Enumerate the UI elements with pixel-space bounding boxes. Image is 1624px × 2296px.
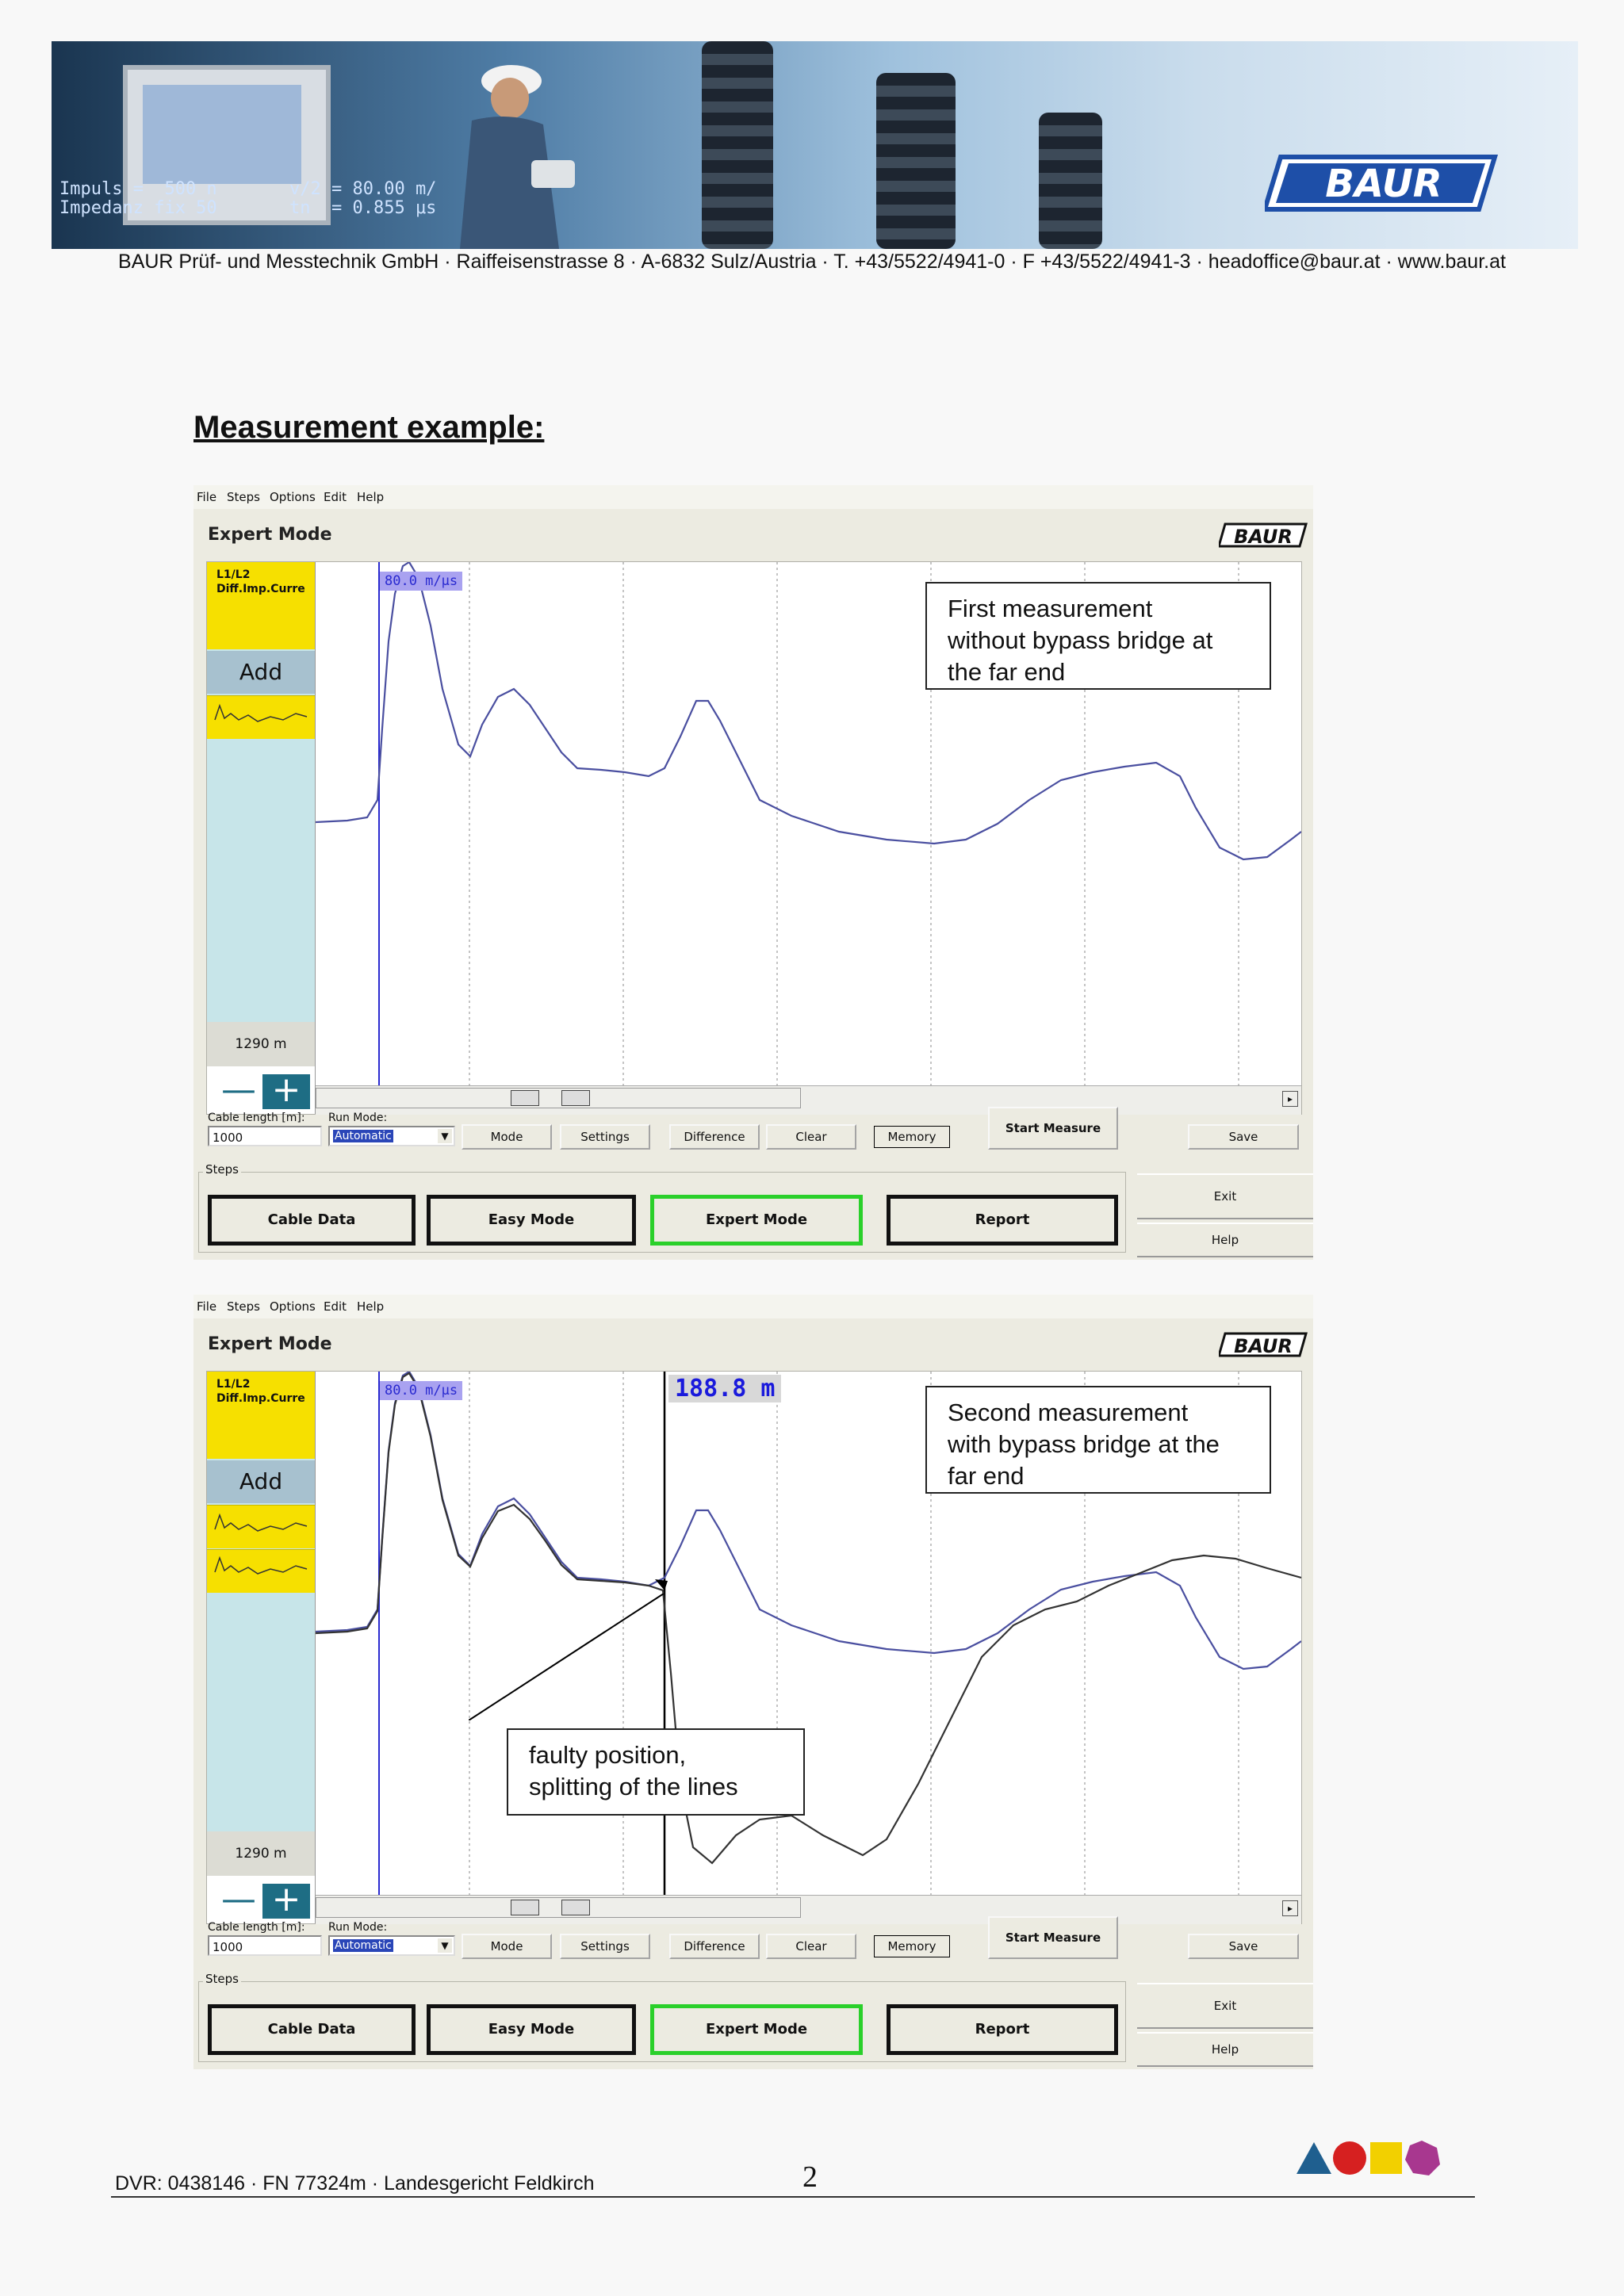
zoom-out-button[interactable]: — — [215, 1884, 262, 1919]
step-easy-mode[interactable]: Easy Mode — [427, 1195, 636, 1246]
monitor-screen-image — [143, 85, 301, 184]
run-mode-label: Run Mode: — [328, 1112, 388, 1124]
company-address: BAUR Prüf- und Messtechnik GmbH · Raiffeisenstrasse 8 · A-6832 Sulz/Austria · T. +43/5522/4941-0 · F +43/5522/4941-3 · headoffice@baur.at · www.baur.at — [118, 251, 1506, 273]
scroll-right-arrow-icon[interactable]: ▸ — [1282, 1091, 1298, 1107]
cable-length-label: Cable length [m]: — [208, 1112, 305, 1124]
exit-button[interactable]: Exit — [1137, 1173, 1313, 1219]
insulator-image — [876, 73, 956, 249]
banner-readout-2: v/2 = 80.00 m/ tn = 0.855 μs — [289, 179, 437, 218]
speed-label: 80.0 m/µs — [380, 572, 462, 591]
channel-name: L1/L2 — [216, 568, 251, 581]
trace-thumbnail[interactable] — [207, 695, 315, 739]
baur-logo — [1219, 522, 1308, 549]
step-cable-data[interactable]: Cable Data — [208, 1195, 416, 1246]
start-measure-button[interactable]: Start Measure — [988, 1107, 1118, 1150]
channel-name: L1/L2 — [216, 1378, 251, 1391]
zoom-controls — [207, 1876, 315, 1923]
clear-button[interactable]: Clear — [766, 1124, 856, 1150]
menu-edit[interactable]: Edit — [324, 490, 347, 504]
scrollbar-thumb[interactable] — [316, 1897, 801, 1918]
step-easy-mode[interactable]: Easy Mode — [427, 2004, 636, 2055]
memory-button[interactable]: Memory — [874, 1935, 950, 1957]
run-mode-select[interactable] — [328, 1935, 455, 1956]
length-display: 1290 m — [207, 1831, 315, 1876]
baur-logo — [1219, 1331, 1308, 1358]
run-mode-value: Automatic — [335, 1939, 392, 1952]
screenshot-window-2 — [193, 1295, 1313, 2069]
channel-box[interactable] — [207, 562, 315, 649]
help-button[interactable]: Help — [1137, 2032, 1313, 2067]
footer-divider — [111, 2196, 1475, 2198]
save-button[interactable]: Save — [1188, 1124, 1299, 1150]
screenshot-window-1 — [193, 485, 1313, 1260]
step-expert-mode[interactable]: Expert Mode — [650, 1195, 863, 1246]
annotation-box: First measurement without bypass bridge at the far end — [925, 582, 1271, 690]
menu-bar — [193, 1295, 1313, 1318]
memory-button[interactable]: Memory — [874, 1126, 950, 1148]
channel-type: Diff.Imp.Curre — [216, 1392, 305, 1405]
zoom-out-button[interactable]: — — [215, 1074, 262, 1109]
footer-registration: DVR: 0438146 · FN 77324m · Landesgericht Feldkirch — [115, 2172, 595, 2195]
mode-button[interactable]: Mode — [462, 1124, 552, 1150]
distance-label: 188.8 m — [668, 1375, 781, 1402]
brand-shapes-logo — [1293, 2138, 1451, 2178]
mode-title: Expert Mode — [208, 1334, 332, 1354]
horizontal-scrollbar[interactable] — [316, 1085, 1301, 1115]
step-report[interactable]: Report — [887, 2004, 1118, 2055]
difference-button[interactable]: Difference — [669, 1124, 760, 1150]
run-mode-label: Run Mode: — [328, 1921, 388, 1934]
mode-title: Expert Mode — [208, 525, 332, 545]
start-measure-button[interactable]: Start Measure — [988, 1916, 1118, 1959]
section-title: Measurement example: — [193, 410, 545, 445]
add-button[interactable]: Add — [207, 1460, 315, 1503]
chevron-down-icon[interactable]: ▼ — [438, 1938, 452, 1953]
header-banner — [52, 41, 1578, 249]
steps-label: Steps — [203, 1972, 241, 1986]
run-mode-value: Automatic — [335, 1130, 392, 1142]
run-mode-select[interactable] — [328, 1126, 455, 1146]
channel-panel — [207, 562, 316, 1114]
menu-edit[interactable]: Edit — [324, 1299, 347, 1314]
steps-label: Steps — [203, 1162, 241, 1177]
zoom-in-button[interactable]: + — [262, 1074, 310, 1109]
mode-button[interactable]: Mode — [462, 1934, 552, 1959]
fault-annotation-box: faulty position, splitting of the lines — [507, 1728, 805, 1816]
menu-help[interactable]: Help — [357, 490, 385, 504]
menu-bar — [193, 485, 1313, 509]
trace-thumbnail-1[interactable] — [207, 1505, 315, 1548]
baur-logo-text: BAUR — [1234, 1335, 1293, 1357]
menu-file[interactable]: File — [197, 1299, 217, 1314]
settings-button[interactable]: Settings — [560, 1934, 650, 1959]
add-button[interactable]: Add — [207, 651, 315, 694]
step-cable-data[interactable]: Cable Data — [208, 2004, 416, 2055]
step-report[interactable]: Report — [887, 1195, 1118, 1246]
cable-length-input[interactable]: 1000 — [208, 1126, 322, 1146]
menu-steps[interactable]: Steps — [227, 1299, 260, 1314]
baur-logo-text: BAUR — [1325, 162, 1442, 206]
arrow-pointer — [469, 1594, 675, 1720]
step-expert-mode[interactable]: Expert Mode — [650, 2004, 863, 2055]
horizontal-scrollbar[interactable] — [316, 1895, 1301, 1924]
zoom-controls — [207, 1066, 315, 1114]
worker-image — [424, 49, 583, 249]
scrollbar-thumb[interactable] — [316, 1088, 801, 1108]
menu-options[interactable]: Options — [270, 490, 316, 504]
menu-file[interactable]: File — [197, 490, 217, 504]
clear-button[interactable]: Clear — [766, 1934, 856, 1959]
channel-panel — [207, 1372, 316, 1923]
page-number: 2 — [802, 2160, 818, 2194]
baur-logo — [1265, 151, 1503, 216]
menu-steps[interactable]: Steps — [227, 490, 260, 504]
zoom-in-button[interactable]: + — [262, 1884, 310, 1919]
menu-options[interactable]: Options — [270, 1299, 316, 1314]
cable-length-label: Cable length [m]: — [208, 1921, 305, 1934]
banner-readout-1: Impuls = 500 n Impedanz fix 50 — [59, 179, 217, 218]
chevron-down-icon[interactable]: ▼ — [438, 1129, 452, 1143]
plot-frame — [206, 1371, 1302, 1924]
plot-frame — [206, 561, 1302, 1115]
settings-button[interactable]: Settings — [560, 1124, 650, 1150]
scroll-right-arrow-icon[interactable]: ▸ — [1282, 1900, 1298, 1916]
insulator-image — [702, 41, 773, 249]
save-button[interactable]: Save — [1188, 1934, 1299, 1959]
cable-length-input[interactable]: 1000 — [208, 1935, 322, 1956]
help-button[interactable]: Help — [1137, 1223, 1313, 1257]
annotation-box: Second measurement with bypass bridge at the far end — [925, 1386, 1271, 1494]
trace-thumbnail-2[interactable] — [207, 1549, 315, 1593]
insulator-image — [1039, 113, 1102, 249]
baur-logo-text: BAUR — [1234, 526, 1293, 548]
channel-box[interactable] — [207, 1372, 315, 1459]
length-display: 1290 m — [207, 1022, 315, 1066]
channel-type: Diff.Imp.Curre — [216, 583, 305, 595]
exit-button[interactable]: Exit — [1137, 1983, 1313, 2029]
speed-label: 80.0 m/µs — [380, 1381, 462, 1400]
menu-help[interactable]: Help — [357, 1299, 385, 1314]
difference-button[interactable]: Difference — [669, 1934, 760, 1959]
